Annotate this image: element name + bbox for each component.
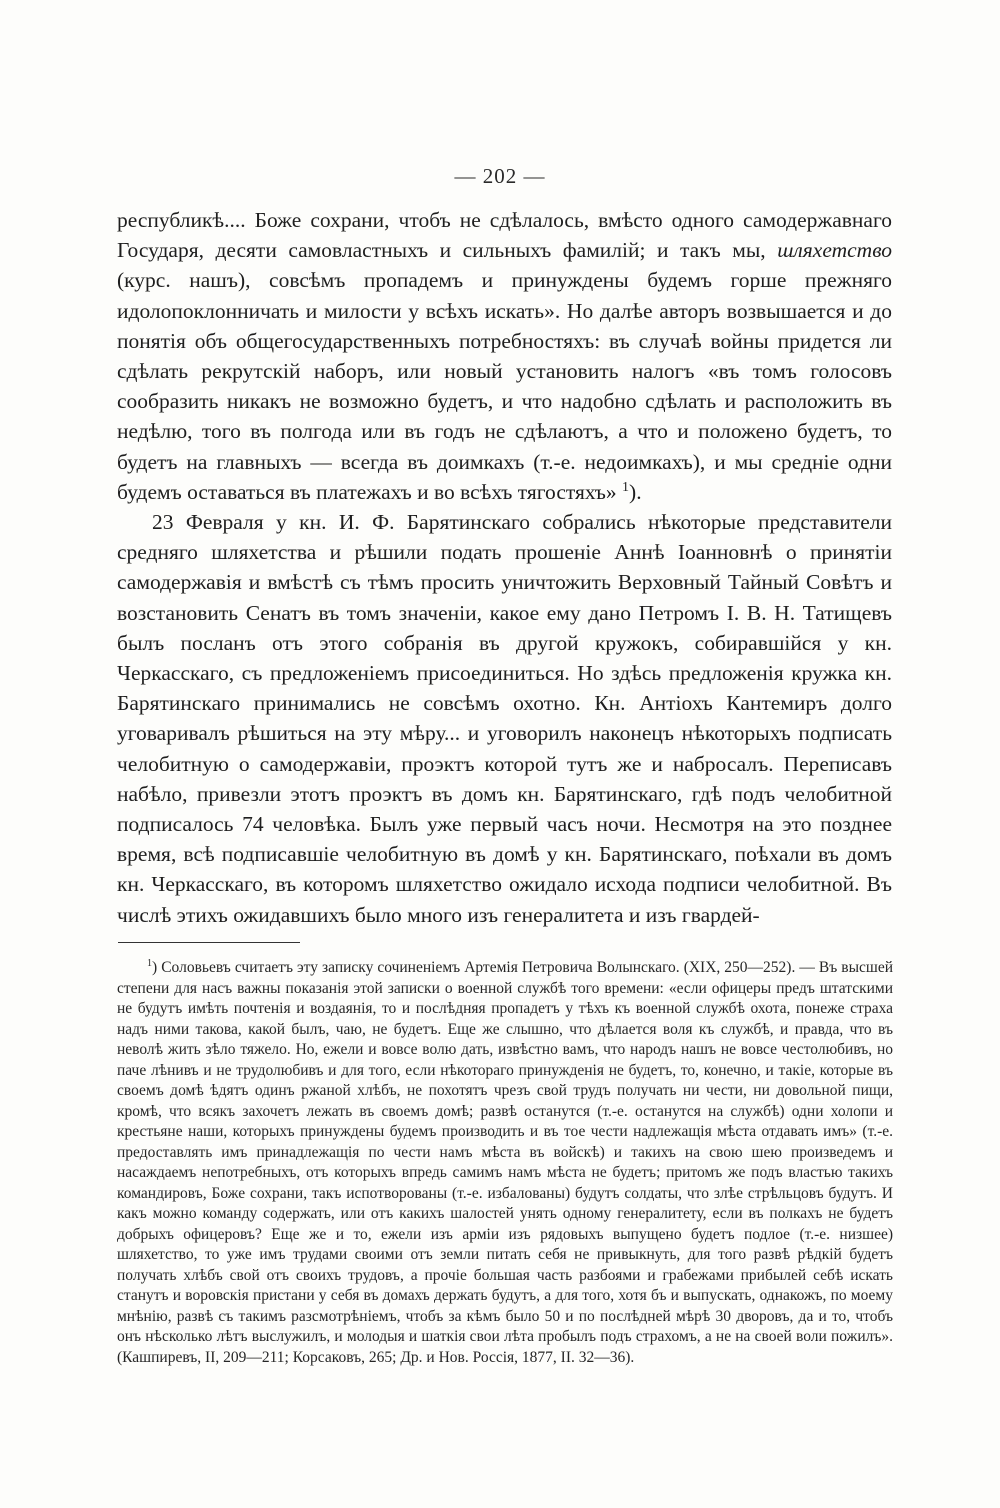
footnote-marker: 1 — [147, 957, 153, 969]
page-number: — 202 — — [454, 164, 546, 188]
footnote-1 — [117, 958, 893, 1368]
footnotes — [117, 958, 893, 1368]
paragraph-1-end: ). — [629, 479, 642, 504]
paragraph-1-part-2: (курс. нашъ), совсѣмъ пропадемъ и принуждены будемъ горше прежняго идолопоклонничать и милости у всѣхъ искать». Но далѣе авторъ возвышается и до понятія объ общегосударственныхъ потребностяхъ: въ случаѣ войны придется ли сдѣлать рекрутскій наборъ, или новый установить налогъ «въ томъ голосовъ сообразить никакъ не возможно будетъ, и что надобно сдѣлать и расположить въ недѣлю, того въ полгода или въ годъ не сдѣлаютъ, а что и положено будетъ, то будетъ на главныхъ — всегда въ доимкахъ (т.-е. недоимкахъ), и мы средніе одни будемъ оставаться въ платежахъ и во всѣхъ тягостяхъ» — [117, 268, 892, 504]
paragraph-1-part-1: республикѣ.... Боже сохрани, чтобъ не сдѣлалось, вмѣсто одного самодержавнаго Государя, десяти самовластныхъ и сильныхъ фамилій; и такъ мы, — [117, 208, 892, 263]
footnote-text: ) Соловьевъ считаетъ эту записку сочиненіемъ Артемія Петровича Волынскаго. (XIX, 250—252). — Въ высшей степени для насъ важны показанія этой записки о военной службѣ того времени: «если офицеры предъ штатскими не будутъ имѣть почтенія и воздаянія, то и послѣдняя пропадетъ у тѣхъ къ военной службѣ охота, понеже страха надъ ними такова, какой былъ, чаю, не будетъ. Еще же слышно, что дѣлается воля къ службѣ, и правда, что въ неволѣ жить зѣло тяжело. Но, ежели и вовсе волю дать, извѣстно вамъ, что народъ нашъ не вовсе честолюбивъ, но паче лѣнивъ и не трудолюбивъ и для того, если нѣкотораго принужденія не будетъ, то, конечно, и такіе, которые въ своемъ домѣ ѣдятъ одинъ ржаной хлѣбъ, не похотятъ чрезъ свой трудъ получать ни чести, ни довольной пищи, кромѣ, что всякъ захочетъ лежать въ своемъ домѣ; развѣ останутся (т.-е. останутся на службѣ) одни холопи и крестьяне наши, которыхъ принуждены будемъ производить и въ тое чести надлежащія мѣста отдавать имъ» (т.-е. предоставлять имъ принадлежащія по чести намъ мѣста въ войскѣ) и такихъ на свою шею произведемъ и насаждаемъ непотребныхъ, отъ которыхъ впредь самимъ намъ мѣста не будетъ; притомъ же подъ властью такихъ командировъ, Боже сохрани, такъ испотворованы (т.-е. избалованы) будутъ солдаты, что злѣе стрѣльцовъ будутъ. И какъ можно команду содержать, или отъ какихъ шалостей унять одному генералитету, если въ полкахъ не будетъ добрыхъ офицеровъ? Еще же и то, ежели изъ арміи изъ рядовыхъ выпущено будетъ подлое (т.-е. низшее) шляхетство, то уже имъ трудами своими отъ земли питать себя не привыкнуть, для того развѣ рѣдкій будетъ получать хлѣбъ свой отъ своихъ трудовъ, а прочіе большая часть разбоями и грабежами прибылей себѣ искать станутъ и воровскія пристани у себя въ домахъ держать будутъ, а для того, хотя бъ и выпускать, однакожъ, по моему мнѣнію, развѣ съ такимъ разсмотрѣніемъ, чтобъ за кѣмъ было 50 и по послѣдней мѣрѣ 30 дворовъ, да и то, чтобъ онъ нѣсколько лѣтъ выслужилъ, и молодыя и шаткія свои лѣта пробылъ подъ страхомъ, а не на своей воли пожилъ». (Кашпиревъ, II, 209—211; Корсаковъ, 265; Др. и Нов. Россія, 1877, II. 32—36). — [117, 959, 893, 1366]
footnote-divider — [118, 942, 300, 943]
paragraph-2: 23 Февраля у кн. И. Ф. Барятинскаго собрались нѣкоторые представители средняго шляхетства и рѣшили подать прошеніе Аннѣ Іоанновнѣ о принятіи самодержавія и вмѣстѣ съ тѣмъ просить уничтожить Верховный Тайный Совѣтъ и возстановить Сенатъ въ томъ значеніи, какое ему дано Петромъ I. В. Н. Татищевъ былъ посланъ отъ этого собранія въ другой кружокъ, собиравшійся у кн. Черкасскаго, съ предложеніемъ присоединиться. Но здѣсь предложенія кружка кн. Барятинскаго принимались не совсѣмъ охотно. Кн. Антіохъ Кантемиръ долго уговаривалъ рѣшиться на эту мѣру... и уговорилъ наконецъ нѣкоторыхъ подписать челобитную о самодержавіи, проэктъ которой тутъ же и набросалъ. Переписавъ набѣло, привезли этотъ проэктъ въ домъ кн. Барятинскаго, гдѣ подъ челобитной подписалось 74 человѣка. Былъ уже первый часъ ночи. Несмотря на это позднее время, всѣ подписавшіе челобитную въ домѣ у кн. Барятинскаго, поѣхали въ домъ кн. Черкасскаго, въ которомъ шляхетство ожидало исхода подписи челобитной. Въ числѣ этихъ ожидавшихъ было много изъ генералитета и изъ гвардей- — [117, 510, 892, 927]
emphasized-word: шляхетство — [777, 238, 892, 263]
main-text — [117, 205, 892, 930]
paragraph-1 — [117, 205, 892, 507]
footnote-reference[interactable]: 1 — [622, 479, 630, 495]
